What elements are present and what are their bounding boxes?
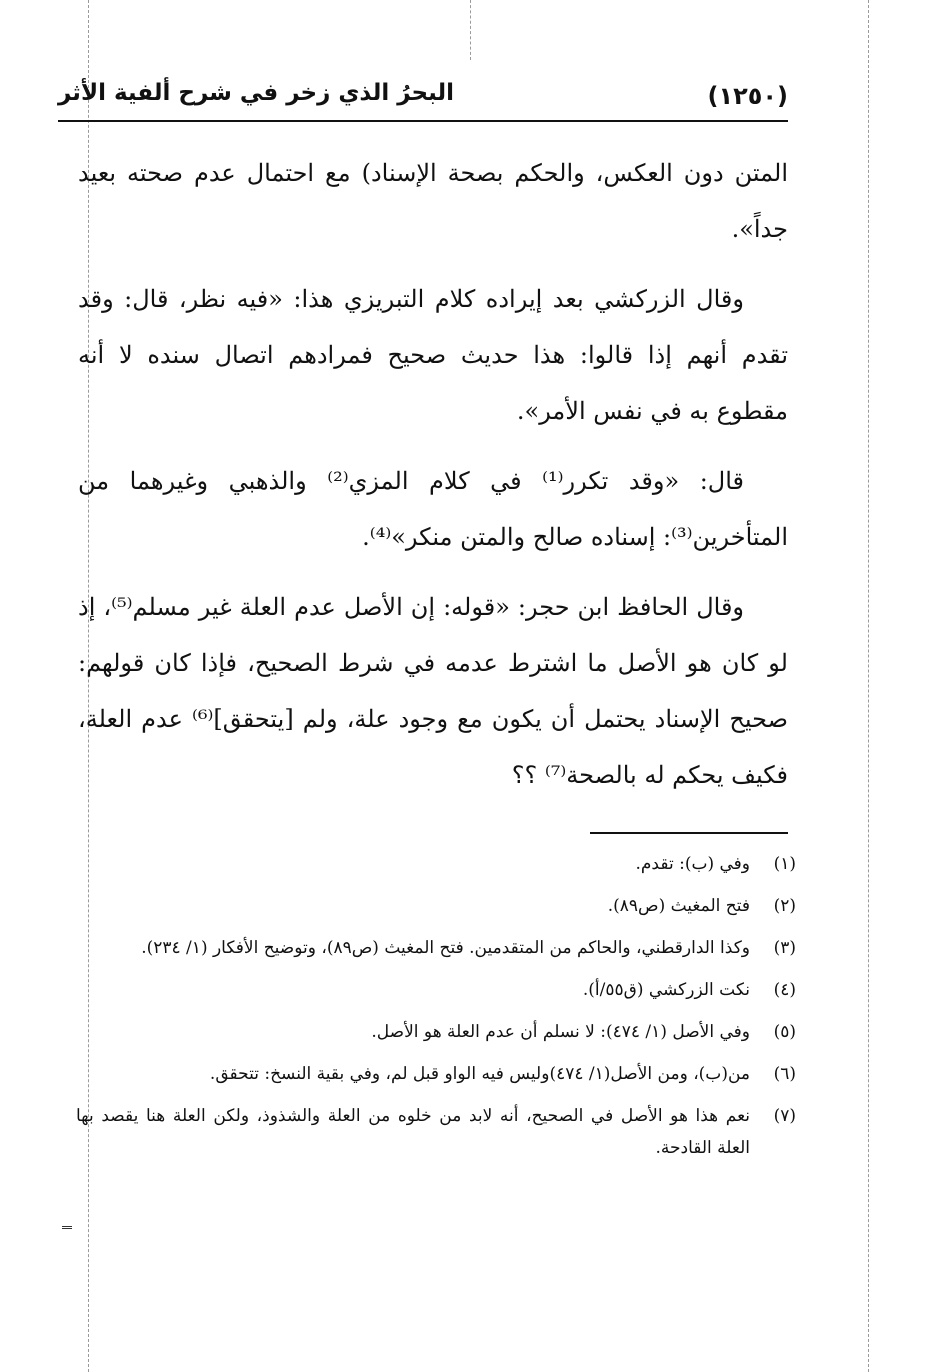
running-header bbox=[58, 78, 788, 124]
paragraph: وقال الحافظ ابن حجر: «قوله: إن الأصل عدم العلة غير مسلم⁽⁵⁾، إذ لو كان هو الأصل ما اشترط عدمه في شرط الصحيح، فإذا كان قولهم: صحيح الإسناد يحتمل أن يكون مع وجود علة، ولم [يتحقق]⁽⁶⁾ عدم العلة، فكيف يحكم له بالصحة⁽⁷⁾ ؟؟ bbox=[78, 593, 788, 789]
footnote bbox=[76, 1100, 796, 1164]
footnote-text: وكذا الدارقطني، والحاكم من المتقدمين. فتح المغيث (ص٨٩)، وتوضيح الأفكار (١/ ٢٣٤). bbox=[141, 938, 750, 958]
footnote bbox=[76, 890, 796, 922]
footnote-text: نعم هذا هو الأصل في الصحيح، أنه لابد من خلوه من العلة والشذوذ، ولكن العلة هنا يقصد بها العلة القادحة. bbox=[76, 1106, 750, 1158]
footnote-text: نكت الزركشي (ق٥٥/أ). bbox=[582, 980, 750, 1000]
main-text bbox=[78, 145, 788, 817]
footnote bbox=[76, 974, 796, 1006]
footnotes bbox=[76, 848, 796, 1174]
footnote bbox=[76, 1058, 796, 1090]
footnote bbox=[76, 1016, 796, 1048]
paragraph: وقال الزركشي بعد إيراده كلام التبريزي هذا: «فيه نظر، قال: وقد تقدم أنهم إذا قالوا: هذا حديث صحيح فمرادهم اتصال سنده لا أنه مقطوع به في نفس الأمر». bbox=[78, 285, 788, 425]
book-title: البحرُ الذي زخر في شرح ألفية الأثر bbox=[58, 80, 455, 106]
footnote-number: (٢) bbox=[773, 896, 796, 916]
paragraph: قال: «وقد تكرر⁽¹⁾ في كلام المزي⁽²⁾ والذهبي وغيرهما من المتأخرين⁽³⁾: إسناده صالح والمتن منكر»⁽⁴⁾. bbox=[78, 467, 788, 551]
footnote bbox=[76, 932, 796, 964]
page-number: (١٢٥٠) bbox=[707, 82, 788, 110]
footnote-number: (٣) bbox=[773, 938, 796, 958]
scan-margin-line-center bbox=[470, 0, 471, 60]
footnote-text: وفي (ب): تقدم. bbox=[635, 854, 750, 874]
footnote-number: (١) bbox=[773, 854, 796, 874]
header-rule bbox=[58, 120, 788, 122]
footnote-text: وفي الأصل (١/ ٤٧٤): لا نسلم أن عدم العلة هو الأصل. bbox=[371, 1022, 750, 1042]
footnote bbox=[76, 848, 796, 880]
footnote-number: (٦) bbox=[773, 1064, 796, 1084]
footnote-number: (٧) bbox=[773, 1106, 796, 1126]
scan-margin-line-right bbox=[868, 0, 869, 1372]
footnote-separator bbox=[590, 832, 788, 834]
footnote-number: (٥) bbox=[773, 1022, 796, 1042]
footnote-text: من(ب)، ومن الأصل(١/ ٤٧٤)وليس فيه الواو قبل لم، وفي بقية النسخ: تتحقق. bbox=[209, 1064, 750, 1084]
paragraph: المتن دون العكس، والحكم بصحة الإسناد) مع احتمال عدم صحته بعيد جداً». bbox=[78, 159, 788, 243]
scan-mark bbox=[62, 1226, 72, 1229]
footnote-number: (٤) bbox=[773, 980, 796, 1000]
footnote-text: فتح المغيث (ص٨٩). bbox=[607, 896, 750, 916]
